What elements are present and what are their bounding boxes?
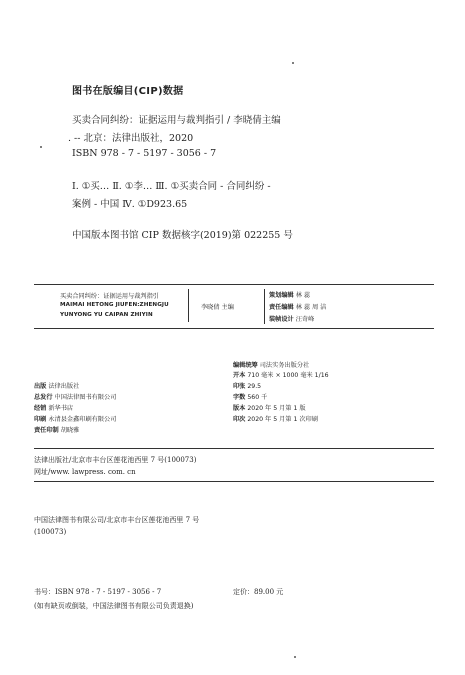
cip-isbn-line: ISBN 978 - 7 - 5197 - 3056 - 7 [72, 148, 217, 159]
role-row [269, 314, 314, 323]
cip-heading: 图书在版编目(CIP)数据 [72, 86, 184, 97]
role-name: 林 蕊 周 洁 [295, 304, 327, 311]
role-label: 装帧设计 [269, 316, 294, 323]
info-value: 永清县金鑫印刷有限公司 [48, 416, 117, 423]
publisher-address: 法律出版社/北京市丰台区莲花池西里 7 号(100073) [34, 456, 197, 464]
info-label: 责任印制 [34, 427, 59, 434]
info-value: 29.5 [247, 383, 262, 390]
info-label: 开本 [233, 372, 246, 379]
info-label: 编辑统筹 [233, 362, 258, 369]
role-label: 策划编辑 [269, 292, 294, 299]
box-bottom-rule [34, 328, 434, 329]
info-row [34, 381, 79, 390]
info-value: 710 毫米 × 1000 毫米 1/16 [247, 372, 329, 379]
info-label: 版本 [233, 405, 246, 412]
role-label: 责任编辑 [269, 304, 294, 311]
address-rule [34, 481, 434, 482]
role-row [269, 302, 326, 311]
info-label: 经销 [34, 405, 47, 412]
info-row [233, 360, 309, 369]
box-divider-1 [188, 289, 189, 322]
info-value: 2020 年 5 月第 1 版 [247, 405, 306, 412]
distributor-postcode: (100073) [34, 528, 67, 536]
info-row [233, 414, 318, 423]
role-name: 汪奇峰 [295, 316, 315, 323]
info-label: 印次 [233, 416, 246, 423]
info-row [233, 403, 306, 412]
info-row [34, 414, 116, 423]
cip-record-number: 中国版本图书馆 CIP 数据核字(2019)第 022255 号 [72, 230, 293, 241]
scan-speck [40, 146, 42, 148]
cip-publisher-line: . -- 北京：法律出版社，2020 [68, 133, 194, 144]
publisher-website: 网址/www. lawpress. com. cn [34, 468, 136, 476]
book-title-cn: 买卖合同纠纷：证据运用与裁判指引 [60, 293, 159, 300]
book-title-pinyin-2: YUNYONG YU CAIPAN ZHIYIN [60, 312, 153, 318]
info-value: 司法实务出版分社 [259, 362, 310, 369]
cip-classification-line-2: 案例 - 中国 Ⅳ. ①D923.65 [72, 199, 188, 210]
role-name: 林 蕊 [295, 292, 311, 299]
info-row [233, 392, 267, 401]
info-row [34, 392, 116, 401]
cip-classification-line: Ⅰ. ①买… Ⅱ. ①李… Ⅲ. ①买卖合同 - 合同纠纷 - [72, 181, 271, 192]
info-row [233, 381, 261, 390]
info-row [233, 370, 329, 379]
box-divider-2 [264, 289, 265, 324]
info-value: 560 千 [247, 394, 268, 401]
return-notice: (如有缺页或倒装，中国法律图书有限公司负责退换) [34, 602, 194, 610]
info-value: 法律出版社 [48, 383, 80, 390]
price-label: 定价：89.00 元 [233, 588, 284, 596]
role-row [269, 290, 310, 299]
book-author: 李晓倩 主编 [201, 304, 234, 311]
info-label: 印刷 [34, 416, 47, 423]
info-row [34, 425, 79, 434]
details-rule [34, 448, 434, 449]
box-top-rule [34, 284, 434, 285]
info-value: 新华书店 [48, 405, 74, 412]
info-label: 总发行 [34, 394, 53, 401]
info-value: 胡晓雅 [60, 427, 80, 434]
cip-title-line: 买卖合同纠纷：证据运用与裁判指引 / 李晓倩主编 [72, 115, 281, 126]
info-value: 2020 年 5 月第 1 次印刷 [247, 416, 318, 423]
info-label: 字数 [233, 394, 246, 401]
distributor-address: 中国法律图书有限公司/北京市丰台区莲花池西里 7 号 [34, 516, 200, 524]
scan-speck [294, 656, 296, 658]
info-value: 中国法律图书有限公司 [54, 394, 117, 401]
info-row [34, 403, 73, 412]
info-label: 印张 [233, 383, 246, 390]
scan-speck [292, 62, 294, 64]
info-label: 出版 [34, 383, 47, 390]
book-title-pinyin-1: MAIMAI HETONG JIUFEN:ZHENGJU [60, 302, 169, 308]
isbn-label: 书号：ISBN 978 - 7 - 5197 - 3056 - 7 [34, 588, 162, 596]
